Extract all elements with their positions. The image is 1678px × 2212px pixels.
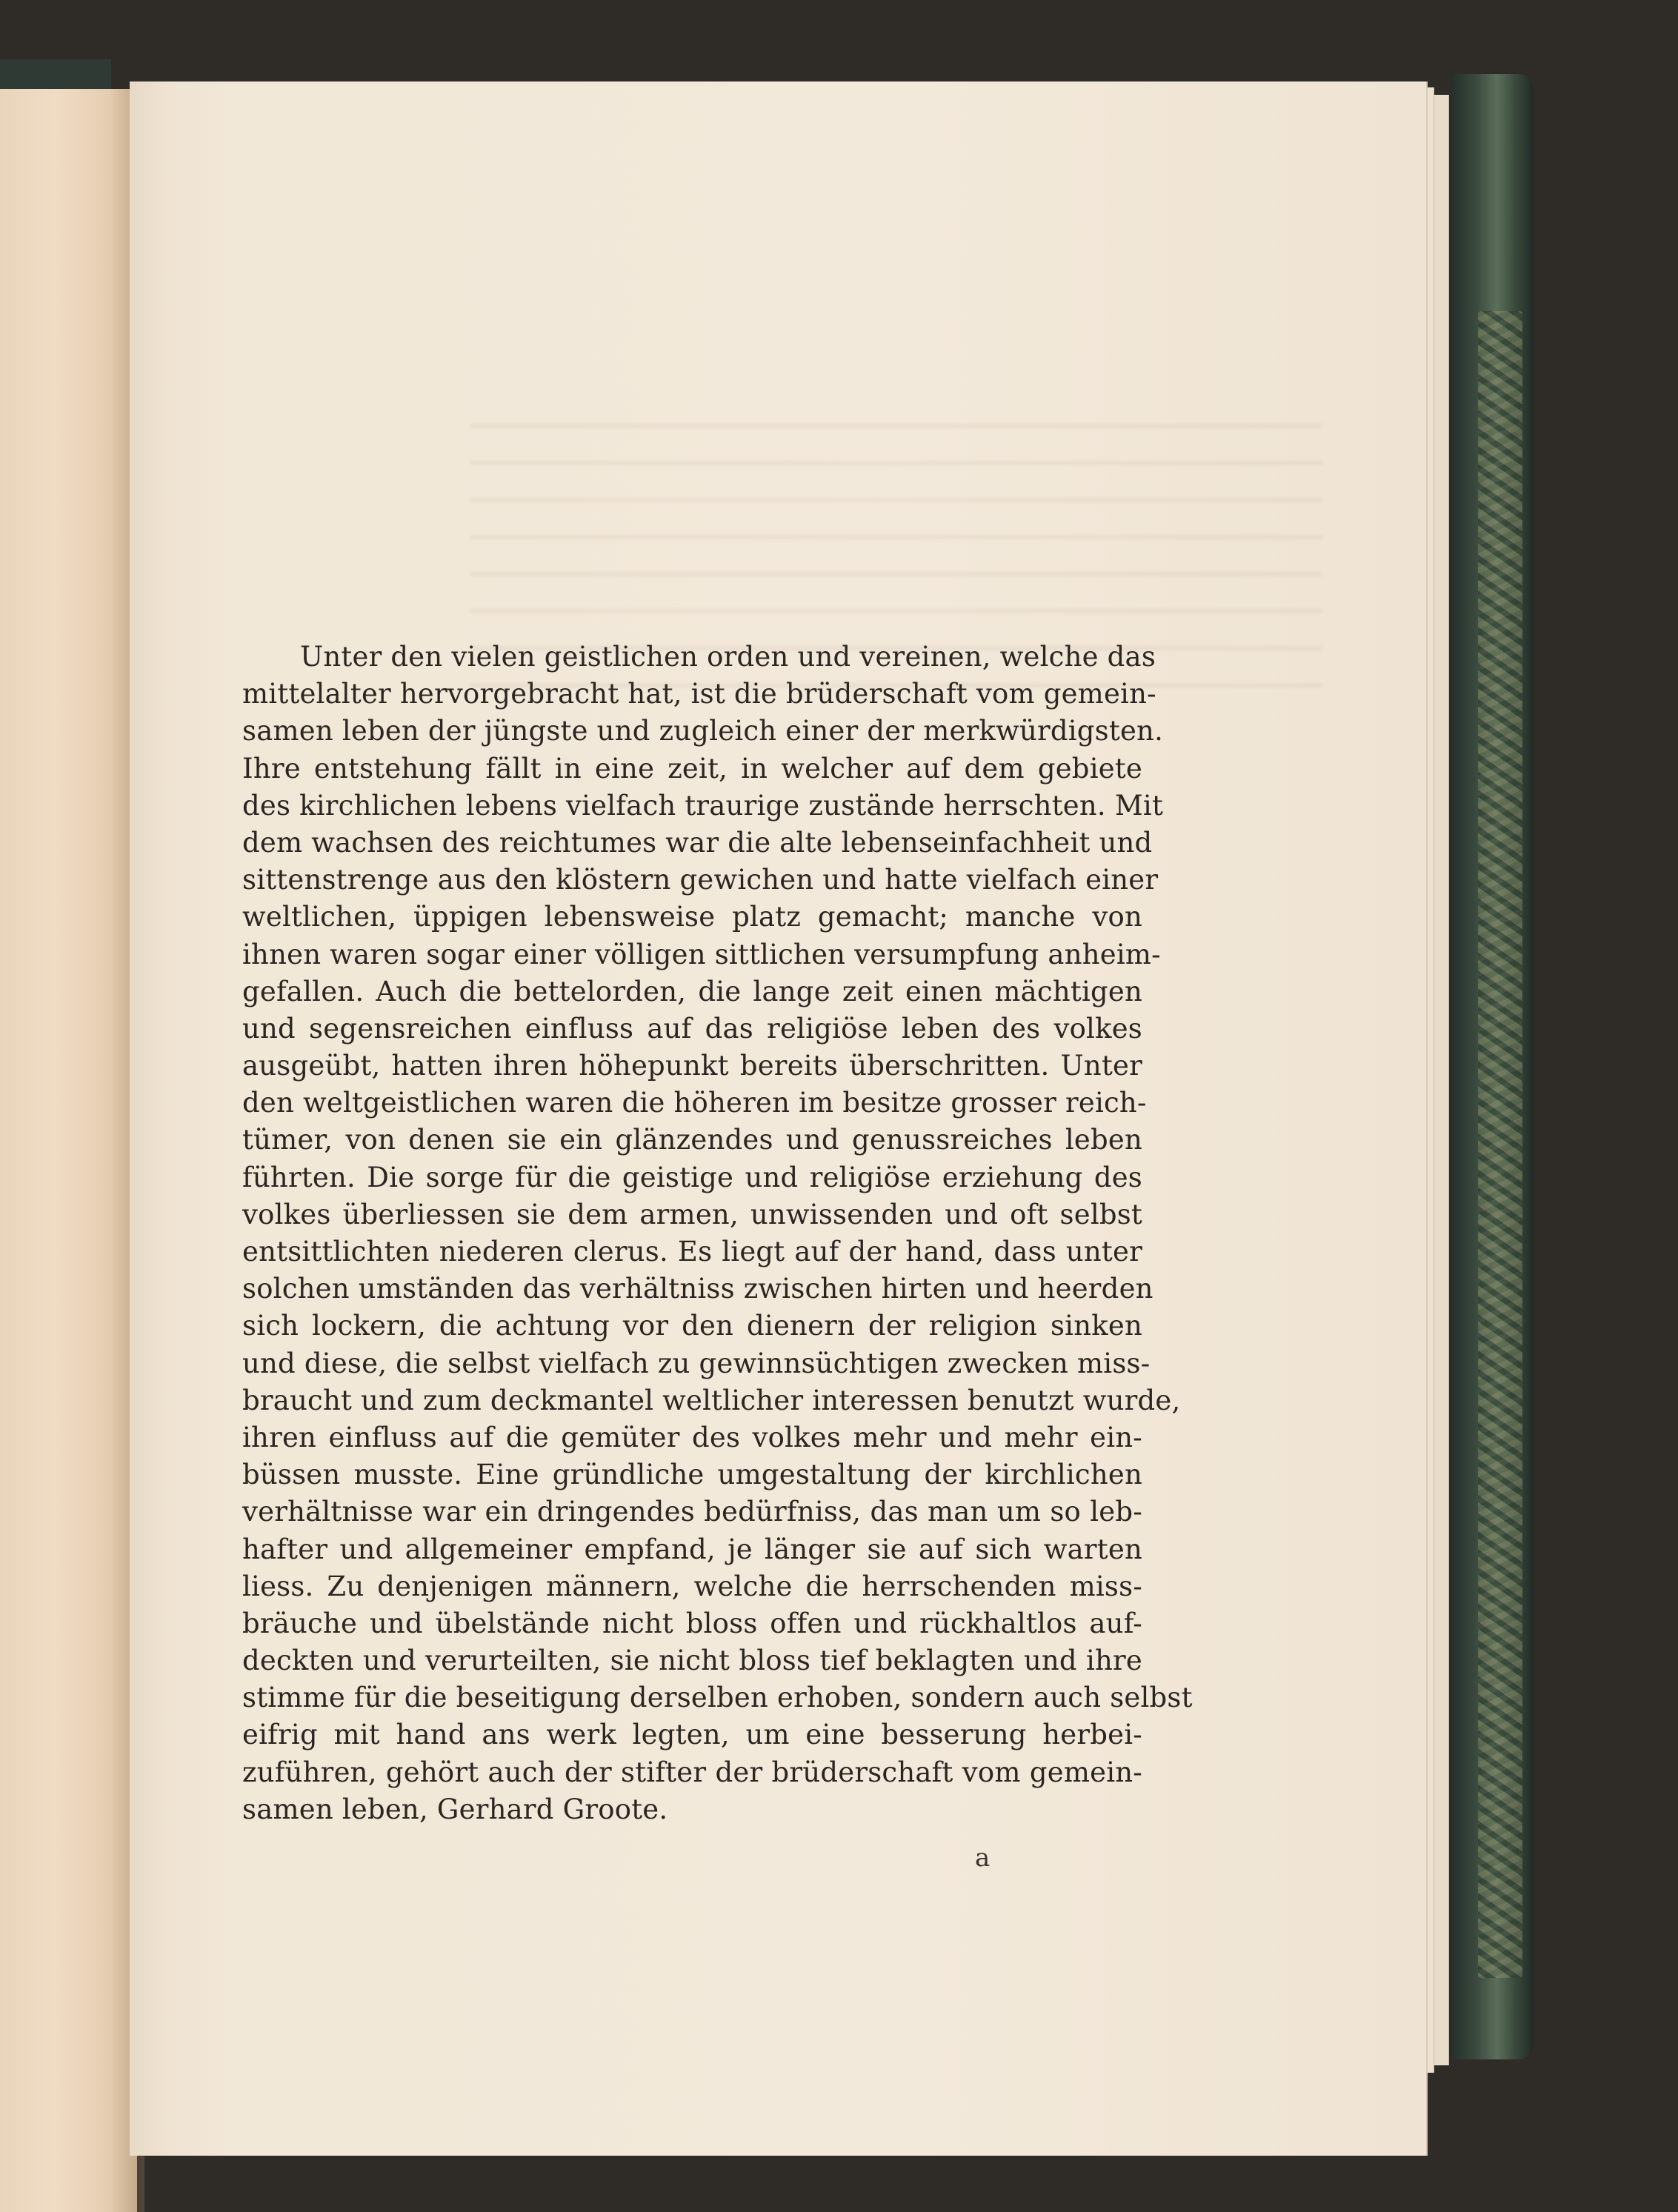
text-line: solchen umständen das verhältniss zwischen hirten und heerden bbox=[242, 1273, 1153, 1305]
text-line: tümer, von denen sie ein glänzendes und genussreiches leben bbox=[242, 1124, 1142, 1156]
right-page bbox=[130, 81, 1426, 2156]
text-line: ihren einfluss auf die gemüter des volkes mehr und mehr ein- bbox=[242, 1421, 1142, 1453]
text-line: samen leben der jüngste und zugleich einer der merkwürdigsten. bbox=[242, 715, 1164, 747]
text-line: gefallen. Auch die bettelorden, die lange zeit einen mächtigen bbox=[242, 975, 1142, 1007]
text-line: deckten und verurteilten, sie nicht bloss tief beklagten und ihre bbox=[242, 1645, 1142, 1677]
text-line: büssen musste. Eine gründliche umgestaltung der kirchlichen bbox=[242, 1459, 1142, 1491]
text-line: entsittlichten niederen clerus. Es liegt auf der hand, dass unter bbox=[242, 1236, 1142, 1267]
body-paragraph bbox=[242, 639, 1193, 1828]
text-line: stimme für die beseitigung derselben erhoben, sondern auch selbst bbox=[242, 1682, 1193, 1714]
text-line: verhältnisse war ein dringendes bedürfniss, das man um so leb- bbox=[242, 1496, 1142, 1528]
text-line: ihnen waren sogar einer völligen sittlichen versumpfung anheim- bbox=[242, 938, 1161, 970]
text-line: sittenstrenge aus den klöstern gewichen und hatte vielfach einer bbox=[242, 864, 1159, 896]
marbled-edge bbox=[1478, 311, 1522, 1978]
text-line: samen leben, Gerhard Groote. bbox=[242, 1793, 668, 1825]
text-line: sich lockern, die achtung vor den dienern der religion sinken bbox=[242, 1310, 1142, 1342]
text-line: des kirchlichen lebens vielfach traurige zustände herrschten. Mit bbox=[242, 789, 1164, 822]
text-line: Unter den vielen geistlichen orden und vereinen, welche das bbox=[300, 641, 1156, 673]
text-line: eifrig mit hand ans werk legten, um eine besserung herbei- bbox=[242, 1719, 1142, 1751]
text-line: volkes überliessen sie dem armen, unwissenden und oft selbst bbox=[242, 1198, 1142, 1230]
signature-mark: a bbox=[975, 1843, 991, 1873]
text-line: hafter und allgemeiner empfand, je länger sie auf sich warten bbox=[242, 1533, 1142, 1565]
text-line: führten. Die sorge für die geistige und religiöse erziehung des bbox=[242, 1161, 1142, 1193]
text-line: mittelalter hervorgebracht hat, ist die brüderschaft vom gemein- bbox=[242, 678, 1156, 710]
text-line: und segensreichen einfluss auf das religiöse leben des volkes bbox=[242, 1012, 1142, 1045]
text-line: zuführen, gehört auch der stifter der brüderschaft vom gemein- bbox=[242, 1756, 1142, 1788]
text-line: dem wachsen des reichtumes war die alte lebenseinfachheit und bbox=[242, 826, 1153, 859]
text-line: ausgeübt, hatten ihren höhepunkt bereits überschritten. Unter bbox=[242, 1050, 1142, 1082]
text-line: braucht und zum deckmantel weltlicher interessen benutzt wurde, bbox=[242, 1384, 1181, 1416]
text-line: Ihre entstehung fällt in eine zeit, in welcher auf dem gebiete bbox=[242, 752, 1142, 784]
text-line: liess. Zu denjenigen männern, welche die herrschenden miss- bbox=[242, 1570, 1142, 1602]
text-line: und diese, die selbst vielfach zu gewinnsüchtigen zwecken miss- bbox=[242, 1347, 1151, 1379]
text-line: weltlichen, üppigen lebensweise platz gemacht; manche von bbox=[242, 901, 1142, 933]
text-line: bräuche und übelstände nicht bloss offen und rückhaltlos auf- bbox=[242, 1607, 1142, 1639]
text-line: den weltgeistlichen waren die höheren im besitze grosser reich- bbox=[242, 1087, 1147, 1119]
